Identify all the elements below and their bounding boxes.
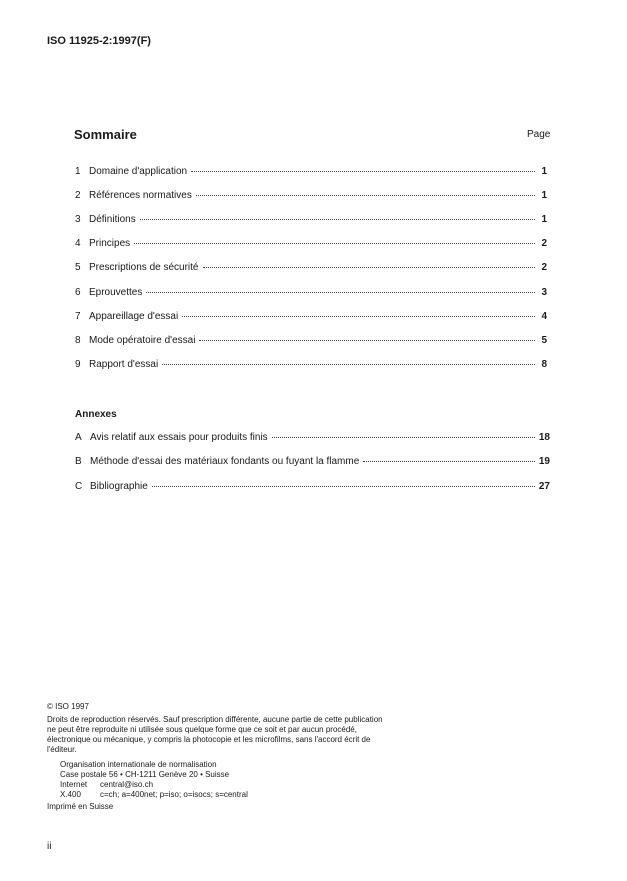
dot-leader xyxy=(162,364,535,365)
internet-contact xyxy=(60,780,153,789)
toc-entry[interactable] xyxy=(75,190,547,204)
toc-entry-title: Prescriptions de sécurité xyxy=(89,262,199,273)
toc-entry-title: Principes xyxy=(89,238,131,249)
toc-entry-number: 6 xyxy=(75,287,81,298)
x400-label: X.400 xyxy=(60,790,81,799)
toc-entry-number: 9 xyxy=(75,359,81,370)
toc-page-column-label: Page xyxy=(527,129,551,140)
annex-letter: B xyxy=(75,456,82,467)
toc-entry-number: 1 xyxy=(75,166,81,177)
toc-entry-title: Domaine d'application xyxy=(89,166,188,177)
toc-entry-title: Eprouvettes xyxy=(89,287,143,298)
annex-page: 19 xyxy=(538,456,550,467)
dot-leader xyxy=(191,171,535,172)
copyright-notice: © ISO 1997 xyxy=(47,702,89,711)
toc-entry-number: 5 xyxy=(75,262,81,273)
toc-entry-page: 2 xyxy=(541,238,547,249)
org-block xyxy=(60,760,229,780)
toc-title: Sommaire xyxy=(74,127,137,142)
toc-entry-title: Rapport d'essai xyxy=(89,359,159,370)
toc-entry-title: Références normatives xyxy=(89,190,192,201)
dot-leader xyxy=(146,292,535,293)
toc-entry[interactable] xyxy=(75,214,547,228)
dot-leader xyxy=(199,340,535,341)
toc-entry-page: 1 xyxy=(541,190,547,201)
annex-letter: A xyxy=(75,432,82,443)
annex-title: Méthode d'essai des matériaux fondants ou fuyant la flamme xyxy=(90,456,360,467)
toc-entry-number: 3 xyxy=(75,214,81,225)
printed-in: Imprimé en Suisse xyxy=(47,802,114,811)
toc-entry-page: 5 xyxy=(541,335,547,346)
annex-entry[interactable] xyxy=(75,481,550,495)
toc-entry-page: 1 xyxy=(541,166,547,177)
rights-statement: Droits de reproduction réservés. Sauf prescription différente, aucune partie de cette publication ne peut être reproduite ni utilisée sous quelque forme que ce soit et par aucun procédé, électronique ou mécanique, y compris la photocopie et les microfilms, sans l'accord écrit de l'éditeur. xyxy=(47,715,383,754)
dot-leader xyxy=(152,486,535,487)
org-address: Case postale 56 • CH-1211 Genève 20 • Suisse xyxy=(60,770,230,779)
toc-entry[interactable] xyxy=(75,262,547,276)
internet-label: Internet xyxy=(60,780,88,789)
toc-entry[interactable] xyxy=(75,335,547,349)
toc-entry-number: 4 xyxy=(75,238,81,249)
toc-entry-title: Définitions xyxy=(89,214,136,225)
annex-page: 18 xyxy=(538,432,550,443)
dot-leader xyxy=(134,243,535,244)
toc-entry[interactable] xyxy=(75,238,547,252)
internet-value[interactable]: central@iso.ch xyxy=(100,780,154,789)
toc-entry-number: 2 xyxy=(75,190,81,201)
x400-contact xyxy=(60,790,248,799)
annex-entry[interactable] xyxy=(75,456,550,470)
dot-leader xyxy=(363,461,535,462)
annex-title: Avis relatif aux essais pour produits finis xyxy=(90,432,268,443)
toc-entry[interactable] xyxy=(75,359,547,373)
document-id: ISO 11925-2:1997(F) xyxy=(47,35,151,47)
org-name: Organisation internationale de normalisation xyxy=(60,760,217,769)
annex-letter: C xyxy=(75,481,83,492)
page-folio: ii xyxy=(47,841,52,852)
dot-leader xyxy=(140,219,535,220)
toc-entry-number: 8 xyxy=(75,335,81,346)
dot-leader xyxy=(272,437,535,438)
toc-entry-title: Mode opératoire d'essai xyxy=(89,335,196,346)
annex-entry[interactable] xyxy=(75,432,550,446)
toc-entry-title: Appareillage d'essai xyxy=(89,311,179,322)
toc-entry[interactable] xyxy=(75,166,547,180)
annex-title: Bibliographie xyxy=(90,481,148,492)
toc-entry-page: 4 xyxy=(541,311,547,322)
annexes-heading: Annexes xyxy=(75,409,117,420)
dot-leader xyxy=(203,267,536,268)
annex-page: 27 xyxy=(538,481,550,492)
toc-entry[interactable] xyxy=(75,311,547,325)
toc-entry-number: 7 xyxy=(75,311,81,322)
toc-entry-page: 3 xyxy=(541,287,547,298)
toc-entry-page: 8 xyxy=(541,359,547,370)
toc-entry-page: 1 xyxy=(541,214,547,225)
dot-leader xyxy=(196,195,535,196)
toc-entry-page: 2 xyxy=(541,262,547,273)
dot-leader xyxy=(182,316,535,317)
x400-value: c=ch; a=400net; p=iso; o=isocs; s=central xyxy=(100,790,248,799)
toc-entry[interactable] xyxy=(75,287,547,301)
